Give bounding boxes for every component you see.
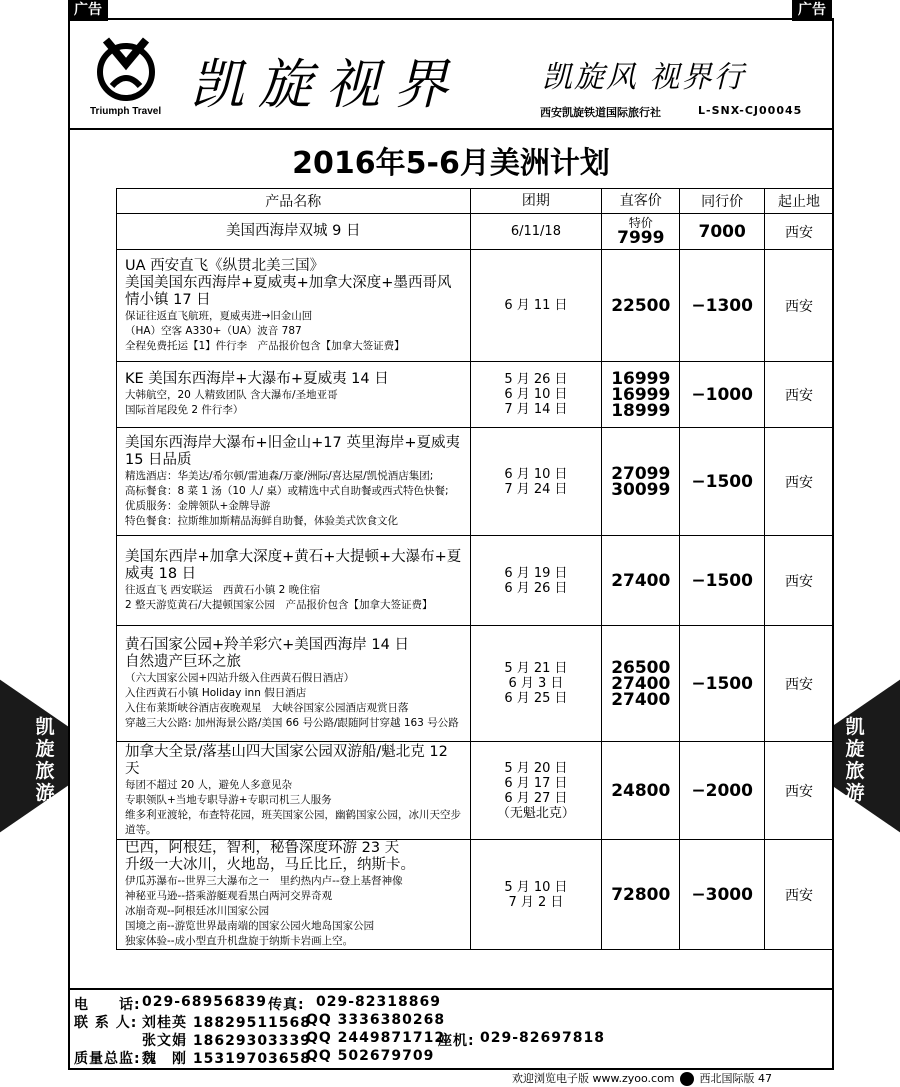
tour-date: 7 月 24 日 <box>504 481 568 497</box>
date-cell <box>471 250 603 361</box>
origin-cell <box>765 742 834 839</box>
origin-cell <box>765 626 834 741</box>
origin-city: 西安 <box>785 573 814 590</box>
product-cell <box>117 536 471 625</box>
logo-text: Triumph Travel <box>90 106 162 117</box>
retail-price-cell <box>602 428 680 535</box>
retail-price: 24800 <box>611 780 671 801</box>
origin-city: 西安 <box>785 783 814 800</box>
date-cell <box>471 626 603 741</box>
table-row <box>117 536 834 626</box>
side-label-right: 凯 旋 旅 游 <box>845 716 865 804</box>
product-name: 升级一大冰川，火地岛，马丘比丘，纳斯卡。 <box>125 857 415 873</box>
tour-date: 6 月 10 日 <box>504 387 568 402</box>
product-name: 自然遗产巨环之旅 <box>125 653 241 670</box>
tel-value: 029-68956839 <box>142 994 267 1010</box>
product-detail: （六大国家公园+四站升级入住西黄石假日酒店） <box>125 671 355 684</box>
product-detail: 往返直飞 西安联运 西黄石小镇 2 晚住宿 <box>125 583 321 596</box>
product-detail: 保证往返直飞航班，夏威夷进→旧金山回 <box>125 309 313 322</box>
retail-price: 26500 <box>611 657 671 678</box>
tour-table <box>116 188 834 950</box>
origin-cell <box>765 250 834 361</box>
edition-text: 西北国际版 <box>699 1072 755 1085</box>
tour-date: 5 月 20 日 <box>504 760 568 776</box>
contact-2: 张文娟 18629303339 <box>142 1033 312 1049</box>
retail-price: 30099 <box>611 479 671 500</box>
product-detail: 每团不超过 20 人，避免人多意见杂 <box>125 778 293 791</box>
table-row <box>117 362 834 428</box>
retail-price: 7999 <box>617 228 665 248</box>
retail-price: 27400 <box>611 689 671 710</box>
product-detail: 入住西黄石小镇 Holiday inn 假日酒店 <box>125 686 307 699</box>
retail-price: 18999 <box>611 400 671 421</box>
retail-price: 27400 <box>611 570 671 591</box>
slogan: 凯旋风 视界行 <box>542 60 746 95</box>
product-cell <box>117 742 471 839</box>
peer-price-cell <box>680 362 765 427</box>
fax-label: 传真: <box>268 997 305 1013</box>
product-cell <box>117 626 471 741</box>
product-detail: 2 整天游览黄石/大提顿国家公园 产品报价包含【加拿大签证费】 <box>125 598 433 611</box>
table-row <box>117 214 834 250</box>
product-name: 巴西，阿根廷，智利，秘鲁深度环游 23 天 <box>125 840 400 856</box>
product-detail: 入住布莱斯峡谷酒店夜晚观星 大峡谷国家公园酒店观赏日落 <box>125 701 409 714</box>
header <box>70 20 832 130</box>
peer-price-cell <box>680 742 765 839</box>
table-row <box>117 428 834 536</box>
date-cell <box>471 362 603 427</box>
product-detail: 特色餐食：拉斯维加斯精品海鲜自助餐，体验美式饮食文化 <box>125 514 398 527</box>
column-header: 同行价 <box>680 189 765 213</box>
tour-date: 6 月 19 日 <box>504 565 568 581</box>
origin-city: 西安 <box>785 676 814 693</box>
peer-price: −3000 <box>691 884 753 905</box>
retail-price-cell <box>602 250 680 361</box>
product-detail: 大韩航空，20 人精致团队 含大瀑布/圣地亚哥 <box>125 389 338 401</box>
retail-price: 16999 <box>611 368 671 389</box>
tour-date: 6 月 10 日 <box>504 466 568 482</box>
retail-price-cell <box>602 840 680 949</box>
date-cell <box>471 428 603 535</box>
table-row <box>117 626 834 742</box>
origin-cell <box>765 428 834 535</box>
tour-date: 6 月 26 日 <box>504 580 568 596</box>
product-detail: 穿越三大公路: 加州海景公路/美国 66 号公路/跟随阿甘穿越 163 号公路 <box>125 716 459 729</box>
product-name: 黄石国家公园+羚羊彩穴+美国西海岸 14 日 <box>125 636 409 653</box>
product-name: 美国东西海岸大瀑布+旧金山+17 英里海岸+夏威夷 <box>125 434 461 451</box>
peer-price: −2000 <box>691 780 753 801</box>
product-detail: 全程免费托运【1】件行李 产品报价包含【加拿大签证费】 <box>125 339 405 352</box>
table-header <box>117 189 834 214</box>
retail-price: 27400 <box>611 673 671 694</box>
product-detail: 优质服务：金牌领队+金牌导游 <box>125 499 271 512</box>
retail-price: 16999 <box>611 384 671 405</box>
ad-frame <box>68 18 834 1070</box>
column-header: 起止地 <box>765 189 834 213</box>
origin-cell <box>765 214 834 249</box>
qq-3: QQ 502679709 <box>306 1048 435 1064</box>
product-name: 美国美国东西海岸+夏威夷+加拿大深度+墨西哥风情小镇 17 日 <box>125 274 452 308</box>
column-header: 团期 <box>471 189 603 213</box>
retail-price-cell <box>602 742 680 839</box>
peer-price-cell <box>680 626 765 741</box>
peer-price: −1500 <box>691 570 753 591</box>
ad-label-left: 广告 <box>68 0 108 21</box>
ad-label-right: 广告 <box>792 0 832 21</box>
page-title: 2016年5-6月美洲计划 <box>292 146 610 181</box>
qq-1: QQ 3336380268 <box>306 1012 446 1028</box>
tour-date: 6 月 17 日 <box>504 775 568 791</box>
peer-price: −1500 <box>691 673 753 694</box>
peer-price: −1000 <box>691 384 753 405</box>
product-detail: 维多利亚渡轮，布查特花园，班芙国家公园，幽鹤国家公园，冰川天空步道等。 <box>125 808 461 836</box>
product-detail: 独家体验--成小型直升机盘旋于纳斯卡岩画上空。 <box>125 935 354 947</box>
origin-cell <box>765 362 834 427</box>
qa-contact: 魏 刚 15319703658 <box>142 1051 312 1067</box>
product-detail: 伊瓜苏瀑布--世界三大瀑布之一 里约热内卢--登上基督神像 <box>125 875 403 887</box>
product-detail: 专职领队+当地专职导游+专职司机三人服务 <box>125 793 332 806</box>
date-cell <box>471 536 603 625</box>
tel-label: 电 话: <box>74 997 141 1013</box>
peer-price: 7000 <box>698 221 746 242</box>
retail-price: 72800 <box>611 884 671 905</box>
tour-date: 5 月 26 日 <box>504 372 568 387</box>
peer-price: −1300 <box>691 295 753 316</box>
product-cell <box>117 250 471 361</box>
table-row <box>117 250 834 362</box>
tour-date: 6/11/18 <box>510 224 561 239</box>
origin-city: 西安 <box>785 887 814 904</box>
product-cell <box>117 362 471 427</box>
peer-price-cell <box>680 250 765 361</box>
tour-date: 6 月 11 日 <box>504 298 568 313</box>
triumph-logo-icon <box>92 34 160 102</box>
tour-date: 6 月 27 日 <box>504 790 568 806</box>
bottom-note <box>512 1070 772 1086</box>
agency-name: 西安凯旋铁道国际旅行社 <box>540 106 661 119</box>
contact-label: 联 系 人: <box>74 1015 138 1031</box>
retail-price-cell <box>602 536 680 625</box>
product-detail: 神秘亚马逊--搭乘游艇观看黑白两河交界奇观 <box>125 890 333 902</box>
product-name: 加拿大全景/落基山四大国家公园双游船/魁北克 12 天 <box>125 743 448 777</box>
side-label-left: 凯 旋 旅 游 <box>35 716 55 804</box>
retail-price-cell <box>602 626 680 741</box>
peer-price-cell <box>680 536 765 625</box>
peer-price-cell <box>680 428 765 535</box>
product-name: 15 日品质 <box>125 451 192 468</box>
column-header: 产品名称 <box>117 189 471 213</box>
product-detail: 高标餐食：8 菜 1 汤（10 人/ 桌）或精选中式自助餐或西式特色快餐; <box>125 484 449 497</box>
product-name: 美国西海岸双城 9 日 <box>226 223 361 239</box>
origin-city: 西安 <box>785 474 814 491</box>
peer-price-cell <box>680 214 765 249</box>
origin-city: 西安 <box>785 298 814 315</box>
landline-value: 029-82697818 <box>480 1030 605 1046</box>
tour-date: 7 月 2 日 <box>508 894 564 910</box>
edition-badge-icon <box>680 1072 694 1086</box>
product-name: 美国东西岸+加拿大深度+黄石+大提顿+大瀑布+夏威夷 18 日 <box>125 548 462 582</box>
page-number: 47 <box>758 1072 773 1085</box>
product-cell <box>117 214 471 249</box>
tour-date: （无魁北克） <box>496 805 575 821</box>
welcome-text: 欢迎浏览电子版 www.zyoo.com <box>512 1072 675 1085</box>
qq-2: QQ 2449871712 <box>306 1030 446 1046</box>
special-price-label: 特价 <box>628 216 653 230</box>
product-name: UA 西安直飞《纵贯北美三国》 <box>125 257 325 274</box>
contact-1: 刘桂英 18829511568 <box>142 1015 312 1031</box>
product-cell <box>117 840 471 949</box>
product-detail: 精选酒店：华美达/希尔顿/雷迪森/万豪/洲际/喜达屋/凯悦酒店集团; <box>125 469 434 482</box>
landline-label: 座机: <box>438 1033 475 1049</box>
origin-cell <box>765 536 834 625</box>
origin-cell <box>765 840 834 949</box>
license-number: L-SNX-CJ00045 <box>698 104 803 117</box>
product-detail: 冰崩奇观--阿根廷冰川国家公园 <box>125 905 270 917</box>
product-name: KE 美国东西海岸+大瀑布+夏威夷 14 日 <box>125 371 389 387</box>
retail-price-cell <box>602 214 680 249</box>
peer-price: −1500 <box>691 471 753 492</box>
date-cell <box>471 840 603 949</box>
date-cell <box>471 742 603 839</box>
tour-date: 6 月 25 日 <box>504 691 568 706</box>
origin-city: 西安 <box>785 224 814 241</box>
peer-price-cell <box>680 840 765 949</box>
contact-footer <box>70 988 832 1070</box>
retail-price: 22500 <box>611 295 671 316</box>
product-detail: 国际首尾段免 2 件行李） <box>125 404 244 416</box>
qa-label: 质量总监: <box>74 1051 141 1067</box>
product-detail: 国境之南--游览世界最南端的国家公园火地岛国家公园 <box>125 920 375 932</box>
tour-date: 6 月 3 日 <box>508 676 564 691</box>
fax-value: 029-82318869 <box>316 994 441 1010</box>
tour-date: 7 月 14 日 <box>504 402 568 417</box>
retail-price-cell <box>602 362 680 427</box>
column-header: 直客价 <box>602 189 680 213</box>
product-cell <box>117 428 471 535</box>
table-row <box>117 742 834 840</box>
retail-price: 27099 <box>611 463 671 484</box>
brand-title: 凯旋视界 <box>190 53 462 116</box>
side-tab-right <box>832 650 900 862</box>
tour-date: 5 月 10 日 <box>504 879 568 895</box>
tour-date: 5 月 21 日 <box>504 661 568 676</box>
origin-city: 西安 <box>785 387 814 404</box>
date-cell <box>471 214 603 249</box>
table-row <box>117 840 834 950</box>
product-detail: （HA）空客 A330+（UA）波音 787 <box>125 324 302 337</box>
